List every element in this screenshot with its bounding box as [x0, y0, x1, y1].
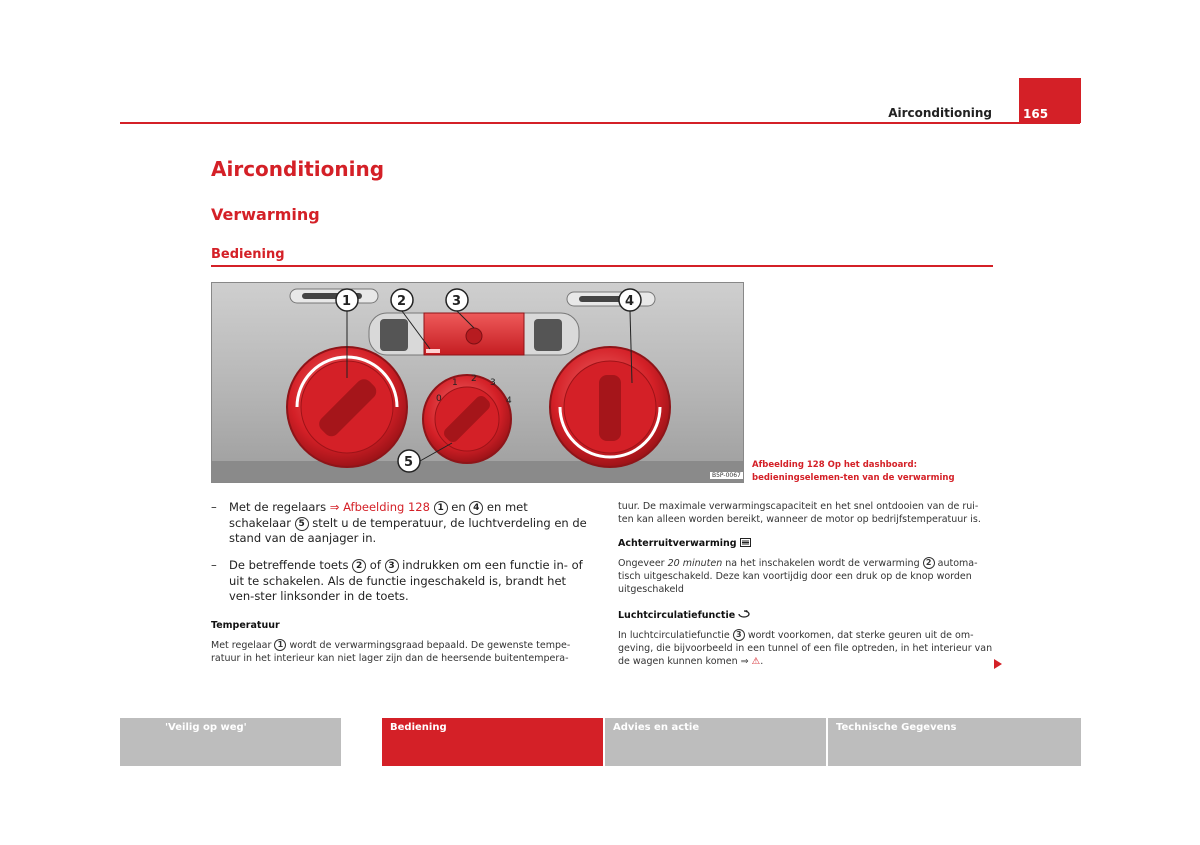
svg-text:3: 3 — [452, 294, 462, 309]
subsection-title: Bediening — [211, 247, 285, 262]
svg-text:5: 5 — [404, 455, 414, 470]
bullet-dash: – — [211, 558, 217, 572]
section-title: Verwarming — [211, 205, 320, 224]
footer-tab-bediening[interactable]: Bediening — [382, 718, 603, 766]
ref-number: 1 — [434, 501, 448, 515]
temperature-heading: Temperatuur — [211, 620, 280, 631]
svg-text:4: 4 — [625, 294, 635, 309]
recirculation-icon — [738, 610, 750, 618]
right-air-vent — [567, 292, 655, 306]
header-rule — [120, 122, 1080, 124]
ref-number: 3 — [385, 559, 399, 573]
fan-scale-1: 1 — [452, 378, 458, 388]
running-header: Airconditioning — [888, 106, 992, 120]
figure-code: B5P-0067 — [712, 472, 741, 479]
page-number: 165 — [1019, 78, 1081, 123]
heater-panel-drawing — [212, 283, 743, 482]
warning-icon[interactable]: ⚠ — [751, 656, 761, 667]
fan-scale-2: 2 — [471, 374, 477, 384]
continue-arrow-icon — [994, 659, 1002, 669]
ref-number: 2 — [352, 559, 366, 573]
subsection-rule — [211, 265, 993, 267]
fan-scale-3: 3 — [490, 378, 496, 388]
air-distribution-knob — [550, 347, 670, 467]
rear-window-heating-icon — [740, 538, 751, 547]
footer-tab-advies-en-actie[interactable]: Advies en actie — [605, 718, 826, 766]
fan-scale-0: 0 — [436, 394, 442, 404]
ref-number: 5 — [295, 517, 309, 531]
ref-number: 1 — [274, 639, 286, 651]
dashboard-controls-illustration — [211, 282, 744, 483]
rear-window-heating-text: Ongeveer 20 minuten na het inschakelen wordt de verwarming 2 automa-tisch uitgeschakeld. Deze kan voortijdig door een druk op de knop worden uitgeschakeld — [618, 558, 978, 595]
bullet-2: – De betreffende toets 2 of 3 indrukken om een functie in- of uit te schakelen. Als de functie ingeschakeld is, brandt het ven-ster linksonder in de toets. — [211, 558, 583, 603]
svg-text:1: 1 — [342, 294, 352, 309]
recirculation-heading: Luchtcirculatiefunctie — [618, 610, 750, 621]
ref-number: 2 — [923, 557, 935, 569]
figure-link[interactable]: ⇒ Afbeelding 128 — [329, 500, 430, 514]
footer-tab-veilig-op-weg[interactable]: 'Veilig op weg' — [120, 718, 341, 766]
center-switch-panel — [369, 313, 579, 355]
rear-window-heating-heading: Achterruitverwarming — [618, 538, 751, 549]
svg-text:2: 2 — [397, 294, 407, 309]
temperature-continuation: tuur. De maximale verwarmingscapaciteit en het snel ontdooien van de rui-ten kan alleen worden bereikt, wanneer de motor op bedrijfstemperatuur is. — [618, 501, 981, 525]
ref-number: 4 — [469, 501, 483, 515]
fan-scale-4: 4 — [506, 396, 512, 406]
bullet-dash: – — [211, 500, 217, 514]
temperature-text: Met regelaar 1 wordt de verwarmingsgraad bepaald. De gewenste tempe-ratuur in het interieur kan niet lager zijn dan de heersende buitentempera- — [211, 640, 571, 664]
bullet-1: – Met de regelaars ⇒ Afbeelding 128 1 en 4 en met schakelaar 5 stelt u de temperatuur, de luchtverdeling en de stand van de aanjager in. — [211, 500, 587, 545]
chapter-title: Airconditioning — [211, 157, 385, 181]
left-air-vent — [290, 289, 378, 303]
figure-caption: Afbeelding 128 Op het dashboard: bedieningselemen-ten van de verwarming — [752, 460, 955, 483]
recirculation-text: In luchtcirculatiefunctie 3 wordt voorkomen, dat sterke geuren uit de om-geving, die bijvoorbeeld in een tunnel of een file optreden, in het interieur van de wagen kunnen komen ⇒ ⚠. — [618, 630, 993, 667]
ref-number: 3 — [733, 629, 745, 641]
footer-tab-technische-gegevens[interactable]: Technische Gegevens — [828, 718, 1081, 766]
fan-speed-knob — [423, 374, 512, 463]
